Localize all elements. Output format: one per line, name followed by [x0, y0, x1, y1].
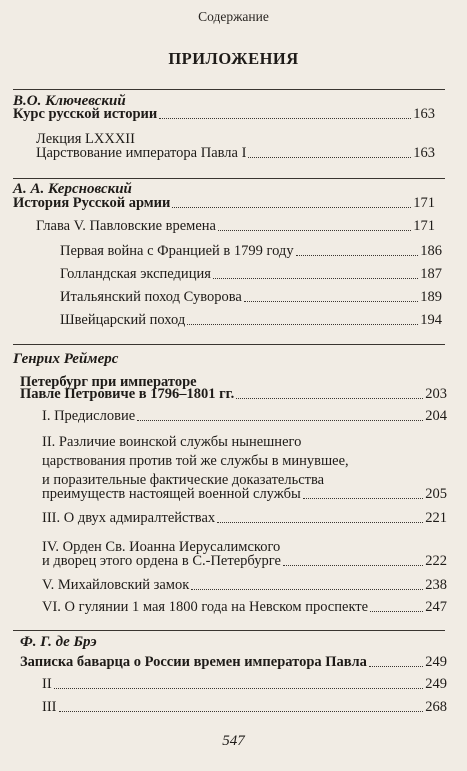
- toc-entry[interactable]: Голландская экспедиция 187: [60, 266, 442, 282]
- toc-entry[interactable]: III. О двух адмиралтействах 221: [42, 510, 447, 526]
- toc-entry[interactable]: V. Михайловский замок 238: [42, 577, 447, 593]
- dot-leader: [217, 522, 423, 523]
- toc-entry[interactable]: преимуществ настоящей военной службы 205: [42, 486, 447, 502]
- dot-leader: [370, 611, 423, 612]
- toc-entry-line: Лекция LXXXII: [36, 131, 135, 147]
- section-divider: [13, 344, 445, 345]
- dot-leader: [172, 207, 411, 208]
- dot-leader: [283, 565, 423, 566]
- toc-entry[interactable]: Первая война с Францией в 1799 году 186: [60, 243, 442, 259]
- toc-book-line: Петербург при императоре: [20, 374, 197, 390]
- running-header: Содержание: [198, 9, 269, 24]
- toc-entry[interactable]: Царствование императора Павла I 163: [36, 145, 435, 161]
- toc-entry-book[interactable]: Павле Петровиче в 1796–1801 гг. 203: [20, 386, 447, 402]
- dot-leader: [137, 420, 423, 421]
- toc-entry[interactable]: Итальянский поход Суворова 189: [60, 289, 442, 305]
- toc-entry-line: IV. Орден Св. Иоанна Иерусалимского: [42, 539, 281, 555]
- toc-entry[interactable]: и дворец этого ордена в С.-Петербурге 222: [42, 553, 447, 569]
- toc-entry-line: II. Различие воинской службы нынешнего: [42, 434, 302, 450]
- dot-leader: [159, 118, 411, 119]
- section-author: Ф. Г. де Брэ: [20, 634, 97, 650]
- dot-leader: [213, 278, 418, 279]
- toc-entry-line: и поразительные фактические доказательства: [42, 472, 325, 488]
- dot-leader: [303, 498, 424, 499]
- dot-leader: [54, 688, 424, 689]
- toc-entry[interactable]: I. Предисловие 204: [42, 408, 447, 424]
- toc-entry[interactable]: Швейцарский поход 194: [60, 312, 442, 328]
- dot-leader: [191, 589, 423, 590]
- dot-leader: [218, 230, 411, 231]
- toc-entry-book[interactable]: Записка баварца о России времен императора Павла 249: [20, 654, 447, 670]
- dot-leader: [296, 255, 419, 256]
- section-author: Генрих Реймерс: [13, 351, 119, 367]
- page-number: 547: [222, 733, 245, 749]
- toc-entry[interactable]: II 249: [42, 676, 447, 692]
- toc-entry-line: царствования против той же службы в минувшее,: [42, 453, 349, 469]
- dot-leader: [244, 301, 418, 302]
- dot-leader: [248, 157, 411, 158]
- toc-entry-book[interactable]: История Русской армии 171: [13, 195, 435, 211]
- dot-leader: [59, 711, 424, 712]
- page-title: ПРИЛОЖЕНИЯ: [168, 49, 299, 68]
- dot-leader: [236, 398, 423, 399]
- dot-leader: [187, 324, 418, 325]
- section-author: В.О. Ключевский: [13, 93, 126, 109]
- toc-entry[interactable]: III 268: [42, 699, 447, 715]
- section-author: А. А. Керсновский: [13, 181, 132, 197]
- toc-entry[interactable]: VI. О гулянии 1 мая 1800 года на Невском проспекте 247: [42, 599, 447, 615]
- dot-leader: [369, 666, 423, 667]
- toc-entry[interactable]: Глава V. Павловские времена 171: [36, 218, 435, 234]
- toc-entry-book[interactable]: Курс русской истории 163: [13, 106, 435, 122]
